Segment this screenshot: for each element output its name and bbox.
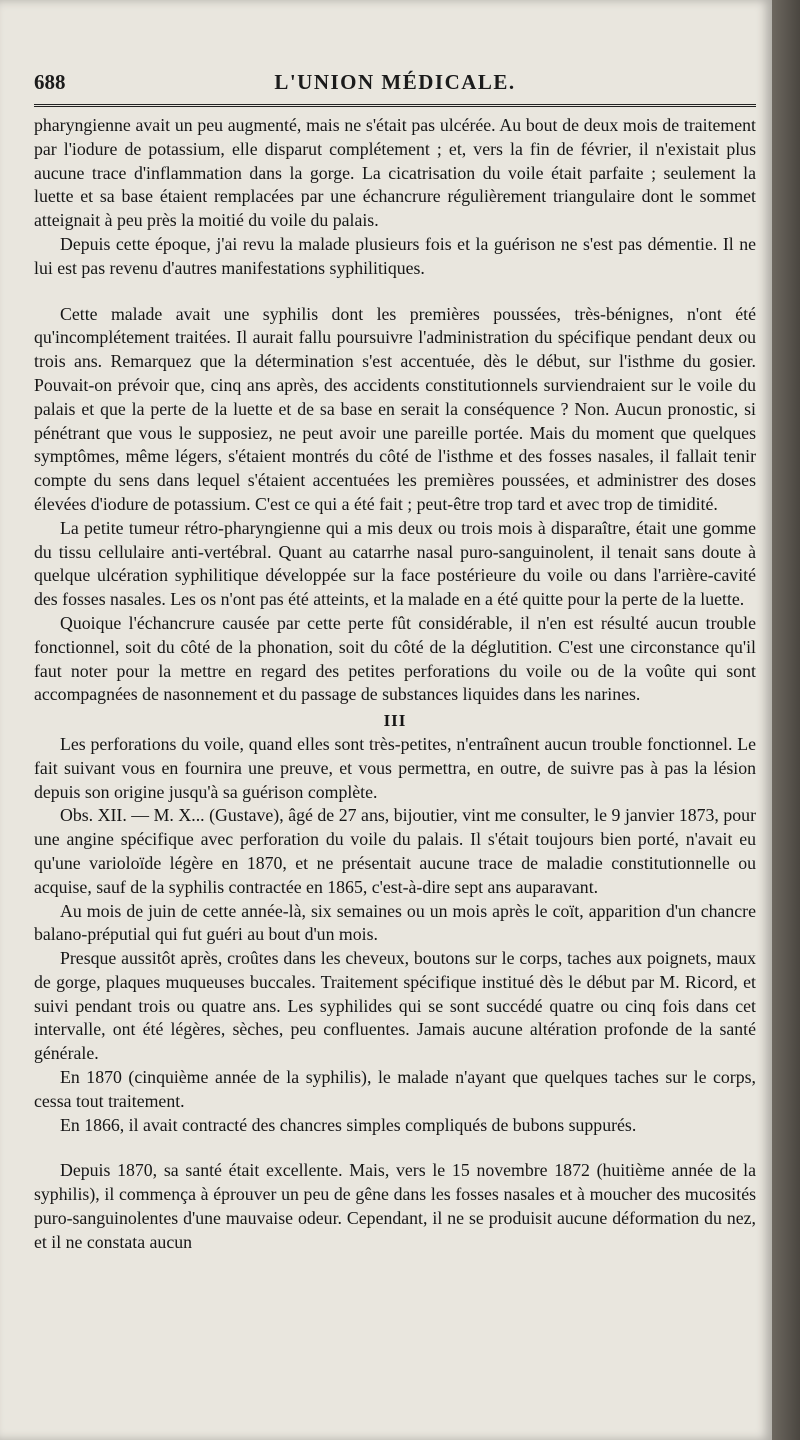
paragraph: pharyngienne avait un peu augmenté, mais ne s'était pas ulcérée. Au bout de deux mois de traitement par l'iodure de potassium, elle disparut complétement ; et, vers la fin de février, il n'existait plus aucune trace d'inflammation dans la gorge. La cicatrisation du voile était parfaite ; seulement la luette et sa base étaient remplacées par une échancrure régulièrement triangulaire dont le sommet atteignait à peu près la moitié du voile du palais. bbox=[34, 115, 756, 231]
paragraph: En 1866, il avait contracté des chancres simples compliqués de bubons suppurés. bbox=[60, 1114, 637, 1135]
paragraph: Au mois de juin de cette année-là, six semaines ou un mois après le coït, apparition d'un chancre balano-préputial qui fut guéri au bout d'un mois. bbox=[34, 900, 756, 945]
book-page-edge bbox=[772, 0, 800, 1440]
paragraph: En 1870 (cinquième année de la syphilis), le malade n'ayant que quelques taches sur le corps, cessa tout traitement. bbox=[34, 1067, 756, 1111]
paragraph: La petite tumeur rétro-pharyngienne qui a mis deux ou trois mois à disparaître, était une gomme du tissu cellulaire anti-vertébral. Quant au catarrhe nasal puro-sanguinolent, il tenait sans doute à quelque ulcération syphilitique développée sur la face postérieure du voile ou dans l'arrière-cavité des fosses nasales. Les os n'ont pas été atteints, et la malade en a été quitte pour la perte de la luette. bbox=[34, 517, 756, 610]
running-title: L'UNION MÉDICALE. bbox=[274, 70, 516, 94]
page-number: 688 bbox=[34, 70, 66, 94]
paragraph: Depuis cette époque, j'ai revu la malade plusieurs fois et la guérison ne s'est pas démentie. Il ne lui est pas revenu d'autres manifestations syphilitiques. bbox=[34, 233, 756, 278]
header-rule bbox=[34, 104, 756, 107]
paragraph: Presque aussitôt après, croûtes dans les cheveux, boutons sur le corps, taches aux poignets, maux de gorge, plaques muqueuses buccales. Traitement spécifique institué dès le début par M. Ricord, et suivi pendant trois ou quatre ans. Les syphilides qui se sont succédé quatre ou cinq fois dans cet intervalle, ont été légères, sèches, peu confluentes. Jamais aucune altération profonde de la santé générale. bbox=[34, 948, 756, 1064]
observation-paragraph: Obs. XII. — M. X... (Gustave), âgé de 27 ans, bijoutier, vint me consulter, le 9 janvier 1873, pour une angine spécifique avec perforation du voile du palais. Il s'était toujours bien porté, n'avait eu qu'une varioloïde légère en 1870, et ne présentait aucune trace de maladie constitutionnelle ou acquise, sauf de la syphilis contractée en 1865, c'est-à-dire sept ans auparavant. bbox=[34, 805, 756, 897]
paragraph: Les perforations du voile, quand elles sont très-petites, n'entraînent aucun trouble fonctionnel. Le fait suivant vous en fournira une preuve, et vous permettra, en outre, de suivre pas à pas la lésion depuis son origine jusqu'à sa guérison complète. bbox=[34, 733, 756, 802]
section-number: III bbox=[383, 711, 407, 731]
paragraph: Depuis 1870, sa santé était excellente. Mais, vers le 15 novembre 1872 (huitième année de la syphilis), il commença à éprouver un peu de gêne dans les fosses nasales et à moucher des mucosités puro-sanguinolentes d'une mauvaise odeur. Cependant, il ne se produisit aucune déformation du nez, et il ne constata aucun bbox=[34, 1160, 756, 1252]
body-text bbox=[34, 114, 756, 1255]
paragraph: Quoique l'échancrure causée par cette perte fût considérable, il n'en est résulté aucun trouble fonctionnel, soit du côté de la phonation, soit du côté de la déglutition. C'est une circonstance qu'il faut noter pour la mettre en regard des petites perforations du voile ou de la voûte qui sont accompagnées de nasonnement et du passage de substances liquides dans les narines. bbox=[34, 612, 756, 705]
paragraph: Cette malade avait une syphilis dont les premières poussées, très-bénignes, n'ont été qu'incomplétement traitées. Il aurait fallu poursuivre l'administration du spécifique pendant deux ou trois ans. Remarquez que la détermination s'est accentuée, dès le début, sur l'isthme du gosier. Pouvait-on prévoir que, cinq ans après, des accidents constitutionnels surviendraient sur le voile du palais et que la perte de la luette et de sa base en serait la conséquence ? Non. Aucun pronostic, si pénétrant que vous le supposiez, ne peut avoir une pareille portée. Mais du moment que quelques symptômes, même légers, s'étaient montrés du côté de l'isthme et des fosses nasales, il fallait tenir compte du sens dans lequel s'étaient accentuées les premières poussées, et administrer des doses élevées d'iodure de potassium. C'est ce qui a été fait ; peut-être trop tard et avec trop de timidité. bbox=[34, 303, 756, 514]
